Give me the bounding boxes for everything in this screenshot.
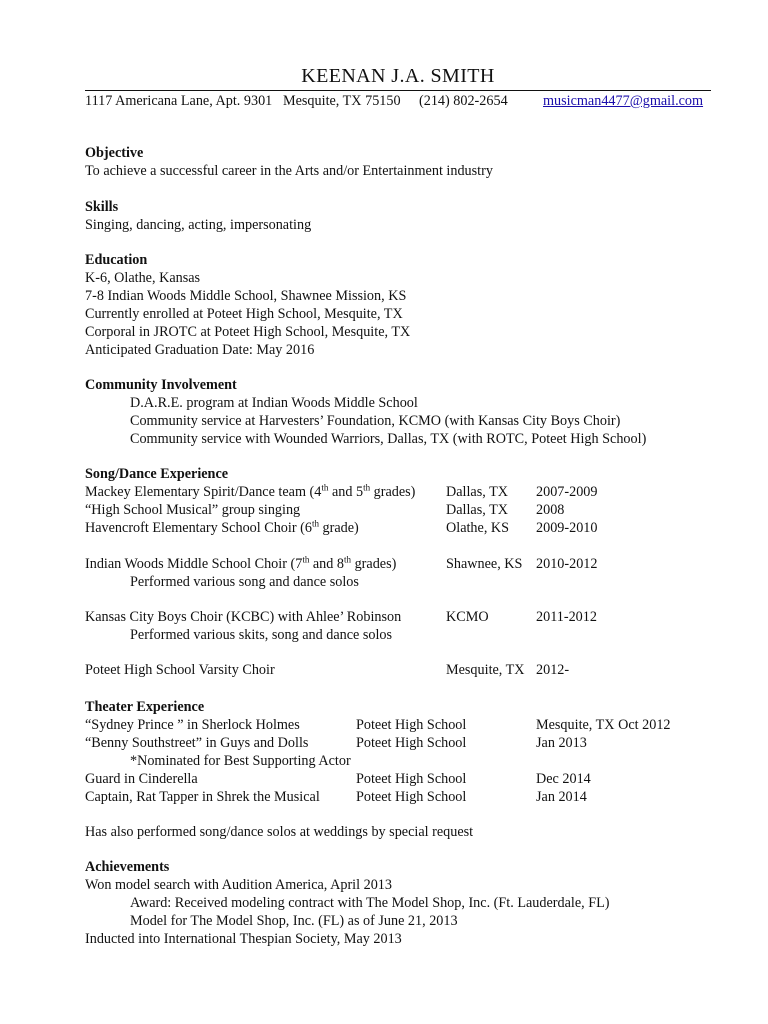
list-item: Won model search with Audition America, April 2013: [85, 877, 392, 893]
table-row: [85, 501, 725, 519]
section-heading: Song/Dance Experience: [85, 466, 229, 482]
section-heading: Skills: [85, 199, 119, 215]
experience-name: Mackey Elementary Spirit/Dance team (4th and 5th grades): [85, 482, 416, 500]
resume-name: KEENAN J.A. SMITH: [301, 65, 495, 87]
section-heading: Education: [85, 252, 148, 268]
venue: Poteet High School: [356, 717, 467, 733]
role: Captain, Rat Tapper in Shrek the Musical: [85, 789, 320, 805]
skills-section: [85, 198, 725, 234]
table-row: [85, 519, 725, 537]
role: Guard in Cinderella: [85, 771, 198, 787]
section-heading: Objective: [85, 145, 144, 161]
experience-note: Performed various song and dance solos: [130, 574, 359, 590]
email-link[interactable]: musicman4477@gmail.com: [543, 93, 704, 109]
list-item: 7-8 Indian Woods Middle School, Shawnee Mission, KS: [85, 288, 407, 304]
contact-line: [85, 90, 711, 109]
experience-location: Olathe, KS: [446, 520, 510, 536]
education-section: [85, 251, 725, 359]
phone: (214) 802-2654: [419, 93, 508, 109]
experience-name: Kansas City Boys Choir (KCBC) with Ahlee’ Robinson: [85, 609, 402, 625]
list-item: Community service with Wounded Warriors, Dallas, TX (with ROTC, Poteet High School): [130, 431, 647, 447]
table-row: [85, 483, 725, 501]
list-item: Award: Received modeling contract with The Model Shop, Inc. (Ft. Lauderdale, FL): [130, 895, 610, 911]
address: 1117 Americana Lane, Apt. 9301: [85, 93, 273, 109]
table-row: [85, 770, 725, 788]
list-item: D.A.R.E. program at Indian Woods Middle School: [130, 395, 418, 411]
list-item: Currently enrolled at Poteet High School, Mesquite, TX: [85, 306, 403, 322]
experience-location: Dallas, TX: [446, 484, 508, 500]
city: Mesquite, TX 75150: [283, 93, 401, 109]
experience-note: Performed various skits, song and dance solos: [130, 627, 393, 643]
table-row: [85, 608, 725, 626]
table-row: [85, 661, 725, 679]
list-item: Community service at Harvesters’ Foundation, KCMO (with Kansas City Boys Choir): [130, 413, 621, 429]
performance-date: Jan 2013: [536, 735, 587, 751]
performance-date: Dec 2014: [536, 771, 591, 787]
table-row: [85, 788, 725, 806]
list-item: Corporal in JROTC at Poteet High School, Mesquite, TX: [85, 324, 411, 340]
experience-name: Indian Woods Middle School Choir (7th and 8th grades): [85, 554, 397, 572]
objective-text: To achieve a successful career in the Arts and/or Entertainment industry: [85, 163, 493, 179]
experience-date: 2012-: [536, 662, 570, 678]
experience-location: Mesquite, TX: [446, 662, 525, 678]
table-row: [85, 734, 725, 752]
experience-location: Dallas, TX: [446, 502, 508, 518]
venue: Poteet High School: [356, 735, 467, 751]
skills-text: Singing, dancing, acting, impersonating: [85, 217, 312, 233]
experience-date: 2007-2009: [536, 484, 598, 500]
list-item: Anticipated Graduation Date: May 2016: [85, 342, 315, 358]
table-row: [85, 555, 725, 573]
objective-section: [85, 144, 725, 180]
venue: Poteet High School: [356, 771, 467, 787]
nomination-note: *Nominated for Best Supporting Actor: [130, 753, 351, 769]
section-heading: Community Involvement: [85, 377, 237, 393]
experience-name: Poteet High School Varsity Choir: [85, 662, 275, 678]
table-row: [85, 716, 725, 734]
list-item: Model for The Model Shop, Inc. (FL) as of June 21, 2013: [130, 913, 458, 929]
venue: Poteet High School: [356, 789, 467, 805]
experience-date: 2009-2010: [536, 520, 598, 536]
experience-location: Shawnee, KS: [446, 556, 523, 572]
list-item: Inducted into International Thespian Society, May 2013: [85, 931, 402, 947]
experience-date: 2010-2012: [536, 556, 598, 572]
community-section: [85, 376, 725, 448]
section-heading: Achievements: [85, 859, 170, 875]
section-heading: Theater Experience: [85, 699, 205, 715]
experience-name: “High School Musical” group singing: [85, 502, 301, 518]
performance-date: Jan 2014: [536, 789, 587, 805]
list-item: K-6, Olathe, Kansas: [85, 270, 201, 286]
performance-date: Mesquite, TX Oct 2012: [536, 717, 671, 733]
experience-name: Havencroft Elementary School Choir (6th grade): [85, 518, 359, 536]
achievements-section: [85, 858, 725, 948]
experience-location: KCMO: [446, 609, 489, 625]
experience-date: 2008: [536, 502, 565, 518]
theater-extra: Has also performed song/dance solos at weddings by special request: [85, 824, 474, 840]
song-dance-section: [85, 465, 725, 679]
role: “Sydney Prince ” in Sherlock Holmes: [85, 717, 300, 733]
experience-date: 2011-2012: [536, 609, 597, 625]
theater-section: [85, 698, 725, 841]
role: “Benny Southstreet” in Guys and Dolls: [85, 735, 309, 751]
